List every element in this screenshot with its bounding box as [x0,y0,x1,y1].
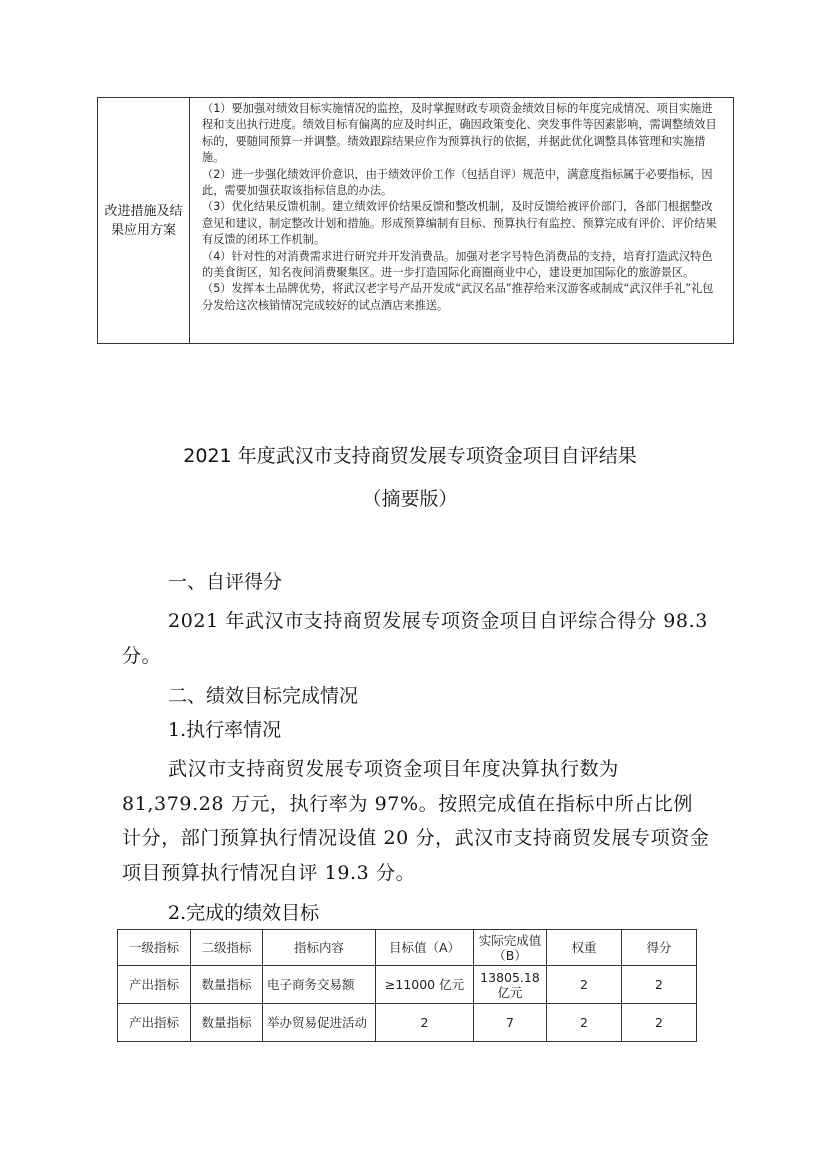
table-cell: 2 [547,1004,622,1042]
table-cell: 2 [622,966,697,1004]
table-header: 指标内容 [263,930,376,966]
improvement-table [97,97,734,344]
performance-table [117,929,697,1042]
improvement-label: 改进措施及结果应用方案 [98,98,190,343]
table-cell: 13805.18 亿元 [474,966,547,1004]
completed-goals-heading: 2.完成的绩效目标 [168,902,320,924]
table-header: 目标值（A） [376,930,474,966]
document-title: 2021 年度武汉市支持商贸发展专项资金项目自评结果 [183,445,637,467]
table-cell: 数量指标 [191,966,263,1004]
table-row [118,1004,697,1042]
improvement-item: （3）优化结果反馈机制。建立绩效评价结果反馈和整改机制，及时反馈给被评价部门，各部门根据整改意见和建议，制定整改计划和措施。形成预算编制有目标、预算执行有监控、预算完成有评价、评价结果有反馈的闭环工作机制。 [202,200,717,247]
table-cell: 电子商务交易额 [263,966,376,1004]
table-cell: 举办贸易促进活动 [263,1004,376,1042]
table-header: 得分 [622,930,697,966]
section1-heading: 一、自评得分 [168,571,283,593]
execution-rate-heading: 1.执行率情况 [168,719,282,741]
table-cell: 7 [474,1004,547,1042]
table-header: 二级指标 [191,930,263,966]
table-cell: 产出指标 [118,1004,191,1042]
table-cell: ≥11000 亿元 [376,966,474,1004]
improvement-item: （2）进一步强化绩效评价意识，由于绩效评价工作（包括自评）规范中，满意度指标属于必要指标，因此，需要加强获取该指标信息的办法。 [202,167,713,198]
section1-text: 2021 年武汉市支持商贸发展专项资金项目自评综合得分 98.3 分。 [122,610,708,667]
table-cell: 2 [547,966,622,1004]
table-cell: 数量指标 [191,1004,263,1042]
table-header: 实际完成值（B） [474,930,547,966]
improvement-item: （1）要加强对绩效目标实施情况的监控，及时掌握财政专项资金绩效目标的年度完成情况、项目实施进程和支出执行进度。绩效目标有偏离的应及时纠正，确因政策变化、突发事件等因素影响，需调整绩效目标的，要随同预算一并调整。绩效跟踪结果应作为预算执行的依据，并据此优化调整具体管理和实施措施。 [202,102,717,165]
improvement-content [190,98,733,343]
document-subtitle: （摘要版） [362,488,458,510]
table-cell: 产出指标 [118,966,191,1004]
improvement-item: （5）发挥本土品牌优势，将武汉老字号产品开发成“武汉名品”推荐给来汉游客或制成“武汉伴手礼”礼包分发给这次核销情况完成较好的试点酒店来推送。 [202,282,714,312]
table-row [118,966,697,1004]
improvement-item: （4）针对性的对消费需求进行研究并开发消费品。加强对老字号特色消费品的支持，培育打造武汉特色的美食街区，知名夜间消费聚集区。进一步打造国际化商圈商业中心，建设更加国际化的旅游景区。 [202,249,713,280]
section2-heading: 二、绩效目标完成情况 [168,685,359,707]
execution-rate-text: 武汉市支持商贸发展专项资金项目年度决算执行数为 81,379.28 万元，执行率为 97%。按照完成值在指标中所占比例计分，部门预算执行情况设值 20 分，武汉市支持商贸发展专项资金项目预算执行情况自评 19.3 分。 [122,758,710,884]
table-cell: 2 [622,1004,697,1042]
table-cell: 2 [376,1004,474,1042]
table-header: 权重 [547,930,622,966]
table-header: 一级指标 [118,930,191,966]
